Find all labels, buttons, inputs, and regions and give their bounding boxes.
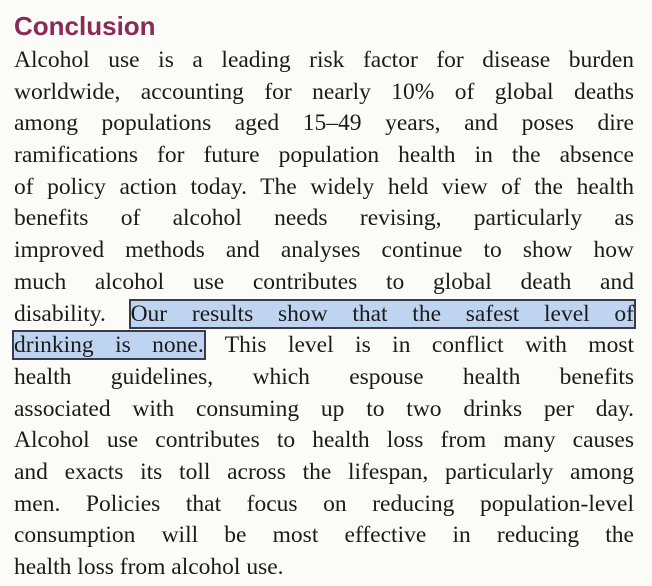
text-segment: health guidelines, which espouse health benefits — [14, 363, 634, 390]
paragraph-line — [14, 235, 634, 267]
text-segment: consumption will be most effective in reducing the — [14, 522, 634, 549]
paragraph-line — [14, 203, 634, 235]
highlighted-text: Our results show that the safest level of — [130, 300, 635, 327]
highlighted-text: drinking is none. — [14, 332, 204, 359]
paragraph-line — [14, 45, 634, 77]
text-segment: benefits of alcohol needs revising, particularly as — [14, 205, 634, 232]
text-segment: improved methods and analyses continue to show how — [14, 237, 634, 264]
text-segment: among populations aged 15–49 years, and poses dire — [14, 110, 634, 137]
paragraph-line — [14, 267, 634, 299]
conclusion-paragraph — [14, 45, 634, 584]
text-segment: health loss from alcohol use. — [14, 554, 284, 580]
paragraph-line — [14, 520, 634, 552]
text-segment: disability. — [14, 300, 131, 327]
section-heading: Conclusion — [14, 11, 156, 41]
text-segment: ramifications for future population health in the absence — [14, 142, 634, 169]
text-segment: much alcohol use contributes to global death and — [14, 268, 634, 295]
paragraph-line — [14, 425, 634, 457]
paragraph-line — [14, 457, 634, 489]
paragraph-line — [14, 362, 634, 394]
text-segment: This level is in conflict with most — [203, 332, 634, 359]
text-segment: men. Policies that focus on reducing population-level — [14, 490, 634, 517]
paragraph-line — [14, 299, 634, 331]
text-segment: of policy action today. The widely held view of the health — [14, 173, 634, 200]
text-segment: worldwide, accounting for nearly 10% of global deaths — [14, 78, 634, 105]
text-segment: associated with consuming up to two drinks per day. — [14, 395, 634, 422]
paragraph-line — [14, 108, 634, 140]
paragraph-line — [14, 140, 634, 172]
paragraph-line — [14, 77, 634, 109]
paragraph-line — [14, 489, 634, 521]
text-segment: Alcohol use contributes to health loss from many causes — [14, 427, 634, 454]
paragraph-line — [14, 394, 634, 426]
paragraph-line — [14, 172, 634, 204]
text-segment: and exacts its toll across the lifespan, particularly among — [14, 458, 634, 485]
paragraph-line — [14, 552, 634, 584]
text-segment: Alcohol use is a leading risk factor for disease burden — [14, 47, 634, 73]
paragraph-line — [14, 330, 634, 362]
